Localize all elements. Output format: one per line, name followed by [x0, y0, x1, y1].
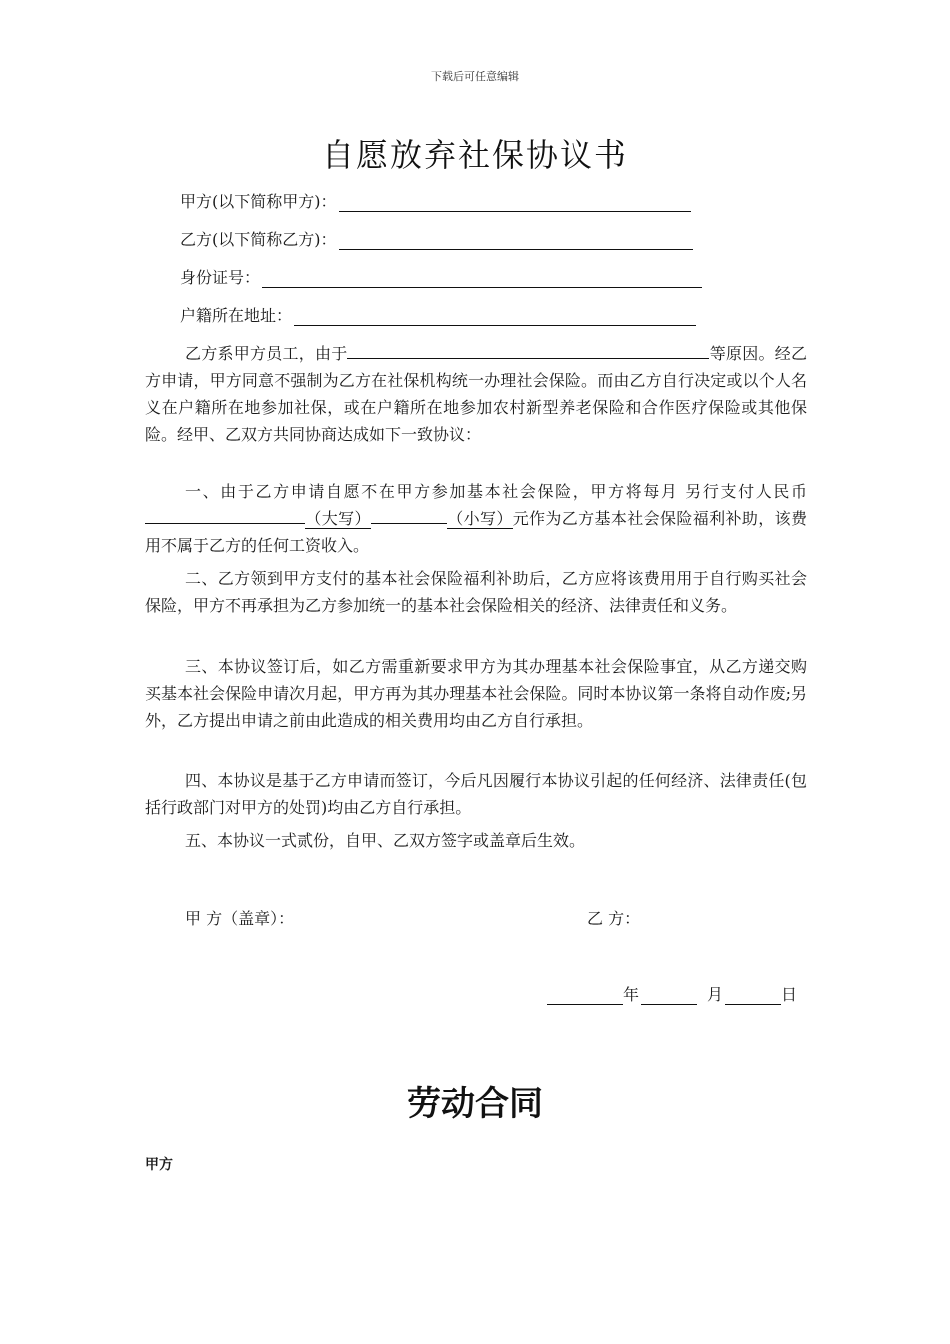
intro-after-blank: 等原因。经乙方申请，甲方同意不强制为乙方在社保机构统一办理社会保险。而由乙方自行决定或以个人名义在户籍所在地参加社保，或在户籍所在地参加农村新型养老保险和合作医疗保险或其他保险。经甲、乙双方共同协商达成如下一致协议： [145, 344, 807, 444]
month-label: 月 [707, 985, 724, 1004]
header-note: 下载后可任意编辑 [431, 70, 519, 83]
party-b-label: 乙方(以下简称乙方)： [180, 230, 337, 249]
address-blank [294, 307, 696, 326]
address-label: 户籍所在地址： [180, 306, 293, 325]
party-a-signature: 甲 方（盖章）： [185, 909, 295, 928]
year-label: 年 [623, 985, 640, 1004]
day-blank [725, 986, 781, 1005]
clause-1-text-b: 元作为乙方基本社会保险福利补助，该费用不属于乙方的任何工资收入。 [145, 509, 807, 555]
clause-4: 四、本协议是基于乙方申请而签订，今后凡因履行本协议引起的任何经济、法律责任(包括行政部门对甲方的处罚)均由乙方自行承担。 [145, 771, 807, 817]
id-number-blank [262, 269, 702, 288]
id-number-field [180, 266, 702, 288]
party-b-blank [339, 231, 693, 250]
year-blank [547, 986, 623, 1005]
lowercase-label: （小写） [446, 509, 513, 528]
labor-contract-title: 劳动合同 [407, 1084, 543, 1124]
party-a-label: 甲方(以下简称甲方)： [180, 192, 337, 211]
contract-party-a-label: 甲方 [145, 1157, 173, 1173]
clause-2: 二、乙方领到甲方支付的基本社会保险福利补助后，乙方应将该费用用于自行购买社会保险，甲方不再承担为乙方参加统一的基本社会保险相关的经济、法律责任和义务。 [145, 569, 807, 615]
intro-before-blank: 乙方系甲方员工，由于 [185, 344, 348, 363]
intro-paragraph [145, 340, 807, 448]
uppercase-label: （大写） [305, 509, 371, 528]
clause-1 [145, 478, 807, 559]
party-b-field [180, 228, 693, 250]
month-blank [641, 986, 697, 1005]
party-a-field [180, 190, 691, 212]
day-label: 日 [781, 985, 798, 1004]
id-number-label: 身份证号： [180, 268, 261, 287]
clause-5: 五、本协议一式贰份，自甲、乙双方签字或盖章后生效。 [185, 831, 586, 850]
address-field [180, 304, 696, 326]
party-b-signature: 乙 方： [587, 909, 641, 928]
clause-1-text-a: 一、由于乙方申请自愿不在甲方参加基本社会保险，甲方将每月 另行支付人民币 [185, 482, 807, 501]
clause-3: 三、本协议签订后，如乙方需重新要求甲方为其办理基本社会保险事宜，从乙方递交购买基本社会保险申请次月起，甲方再为其办理基本社会保险。同时本协议第一条将自动作废;另外，乙方提出申请之前由此造成的相关费用均由乙方自行承担。 [145, 657, 807, 730]
lowercase-amount-blank [371, 505, 447, 524]
party-a-blank [339, 193, 691, 212]
reason-blank [347, 340, 709, 359]
date-line [545, 982, 797, 1005]
document-title: 自愿放弃社保协议书 [321, 136, 628, 174]
amount-blank [145, 505, 305, 524]
